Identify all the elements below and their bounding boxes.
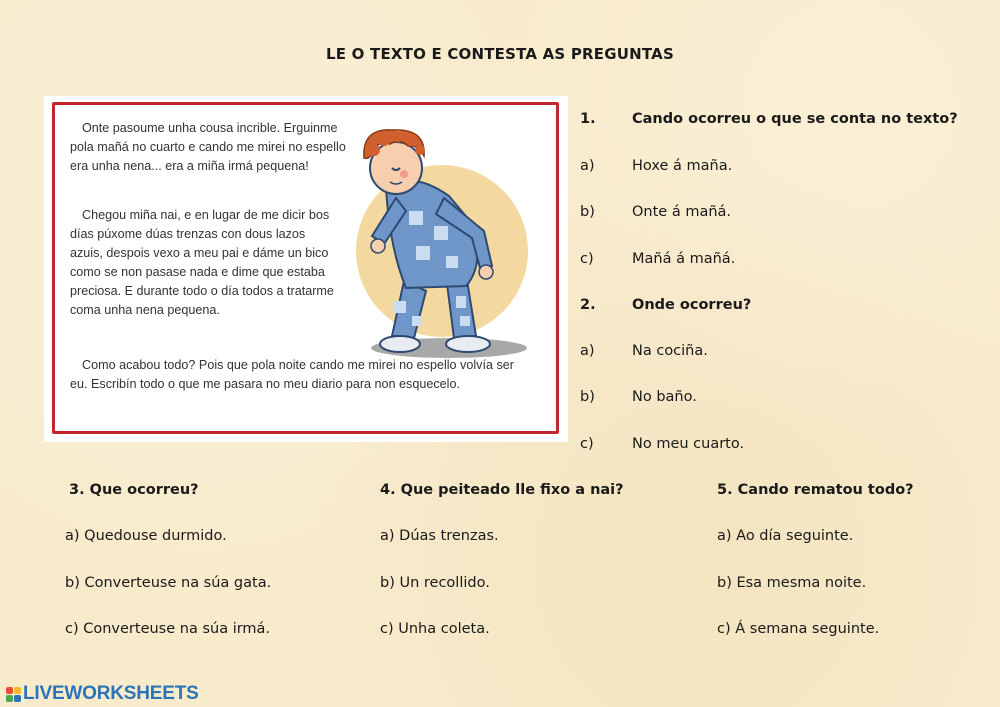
q5-option-c[interactable]: c) Á semana seguinte.	[717, 621, 880, 637]
q4-option-b[interactable]: b) Un recollido.	[380, 575, 490, 591]
q3-option-a[interactable]: a) Quedouse durmido.	[65, 528, 227, 544]
q1-option-a[interactable]: Hoxe á maña.	[632, 158, 733, 174]
story-paragraph-text: Como acabou todo? Pois que pola noite cando me mirei no espello volvía ser eu. Escribín todo o que me pasara no meu diario para non esquecelo.	[70, 358, 514, 391]
story-panel	[44, 96, 568, 442]
liveworksheets-logo[interactable]	[6, 683, 199, 705]
page-title: LE O TEXTO E CONTESTA AS PREGUNTAS	[326, 45, 674, 63]
q1-option-c[interactable]: Mañá á mañá.	[632, 251, 736, 267]
q1-option-a-letter: a)	[580, 158, 595, 174]
q3-option-b[interactable]: b) Converteuse na súa gata.	[65, 575, 272, 591]
q1-option-c-letter: c)	[580, 251, 594, 267]
q5-option-a[interactable]: a) Ao día seguinte.	[717, 528, 854, 544]
question-2-number: 2.	[580, 297, 596, 313]
story-paragraph-1	[70, 119, 350, 176]
q2-option-a-letter: a)	[580, 343, 595, 359]
q4-option-a[interactable]: a) Dúas trenzas.	[380, 528, 499, 544]
q2-option-a[interactable]: Na cociña.	[632, 343, 708, 359]
question-3-text	[69, 482, 199, 498]
q2-option-c[interactable]: No meu cuarto.	[632, 436, 745, 452]
question-3-label: 3. Que ocorreu?	[69, 482, 199, 498]
q5-option-b[interactable]: b) Esa mesma noite.	[717, 575, 867, 591]
story-paragraph-2	[70, 206, 340, 320]
question-1-label: Cando ocorreu o que se conta no texto?	[632, 111, 958, 127]
boy-in-pajamas-illustration	[334, 116, 544, 366]
question-5-label: 5. Cando rematou todo?	[717, 482, 914, 498]
q4-option-c[interactable]: c) Unha coleta.	[380, 621, 490, 637]
question-4-label: 4. Que peiteado lle fixo a nai?	[380, 482, 624, 498]
question-2-text	[632, 297, 751, 313]
q2-option-c-letter: c)	[580, 436, 594, 452]
q2-option-b-letter: b)	[580, 389, 595, 405]
question-1-number: 1.	[580, 111, 596, 127]
q2-option-b[interactable]: No baño.	[632, 389, 697, 405]
q1-option-b[interactable]: Onte á mañá.	[632, 204, 732, 220]
q3-option-c[interactable]: c) Converteuse na súa irmá.	[65, 621, 271, 637]
question-4-text	[380, 482, 624, 498]
q1-option-b-letter: b)	[580, 204, 595, 220]
question-5-text	[717, 482, 914, 498]
question-1-text	[632, 111, 958, 127]
liveworksheets-logo-icon	[6, 687, 21, 702]
story-paragraph-text: Onte pasoume unha cousa incrible. Erguinme pola mañá no cuarto e cando me mirei no espello era unha nena... era a miña irmá pequena!	[70, 121, 346, 173]
question-2-label: Onde ocorreu?	[632, 297, 752, 313]
logo-text: LIVEWORKSHEETS	[23, 683, 199, 704]
story-paragraph-text: Chegou miña nai, e en lugar de me dicir bos días púxome dúas trenzas con dous lazos azuis, despois vexo a meu pai e dáme un bico como se non pasase nada e dime que estaba preciosa. E durante todo o día todos a tratarme coma unha nena pequena.	[70, 208, 334, 317]
